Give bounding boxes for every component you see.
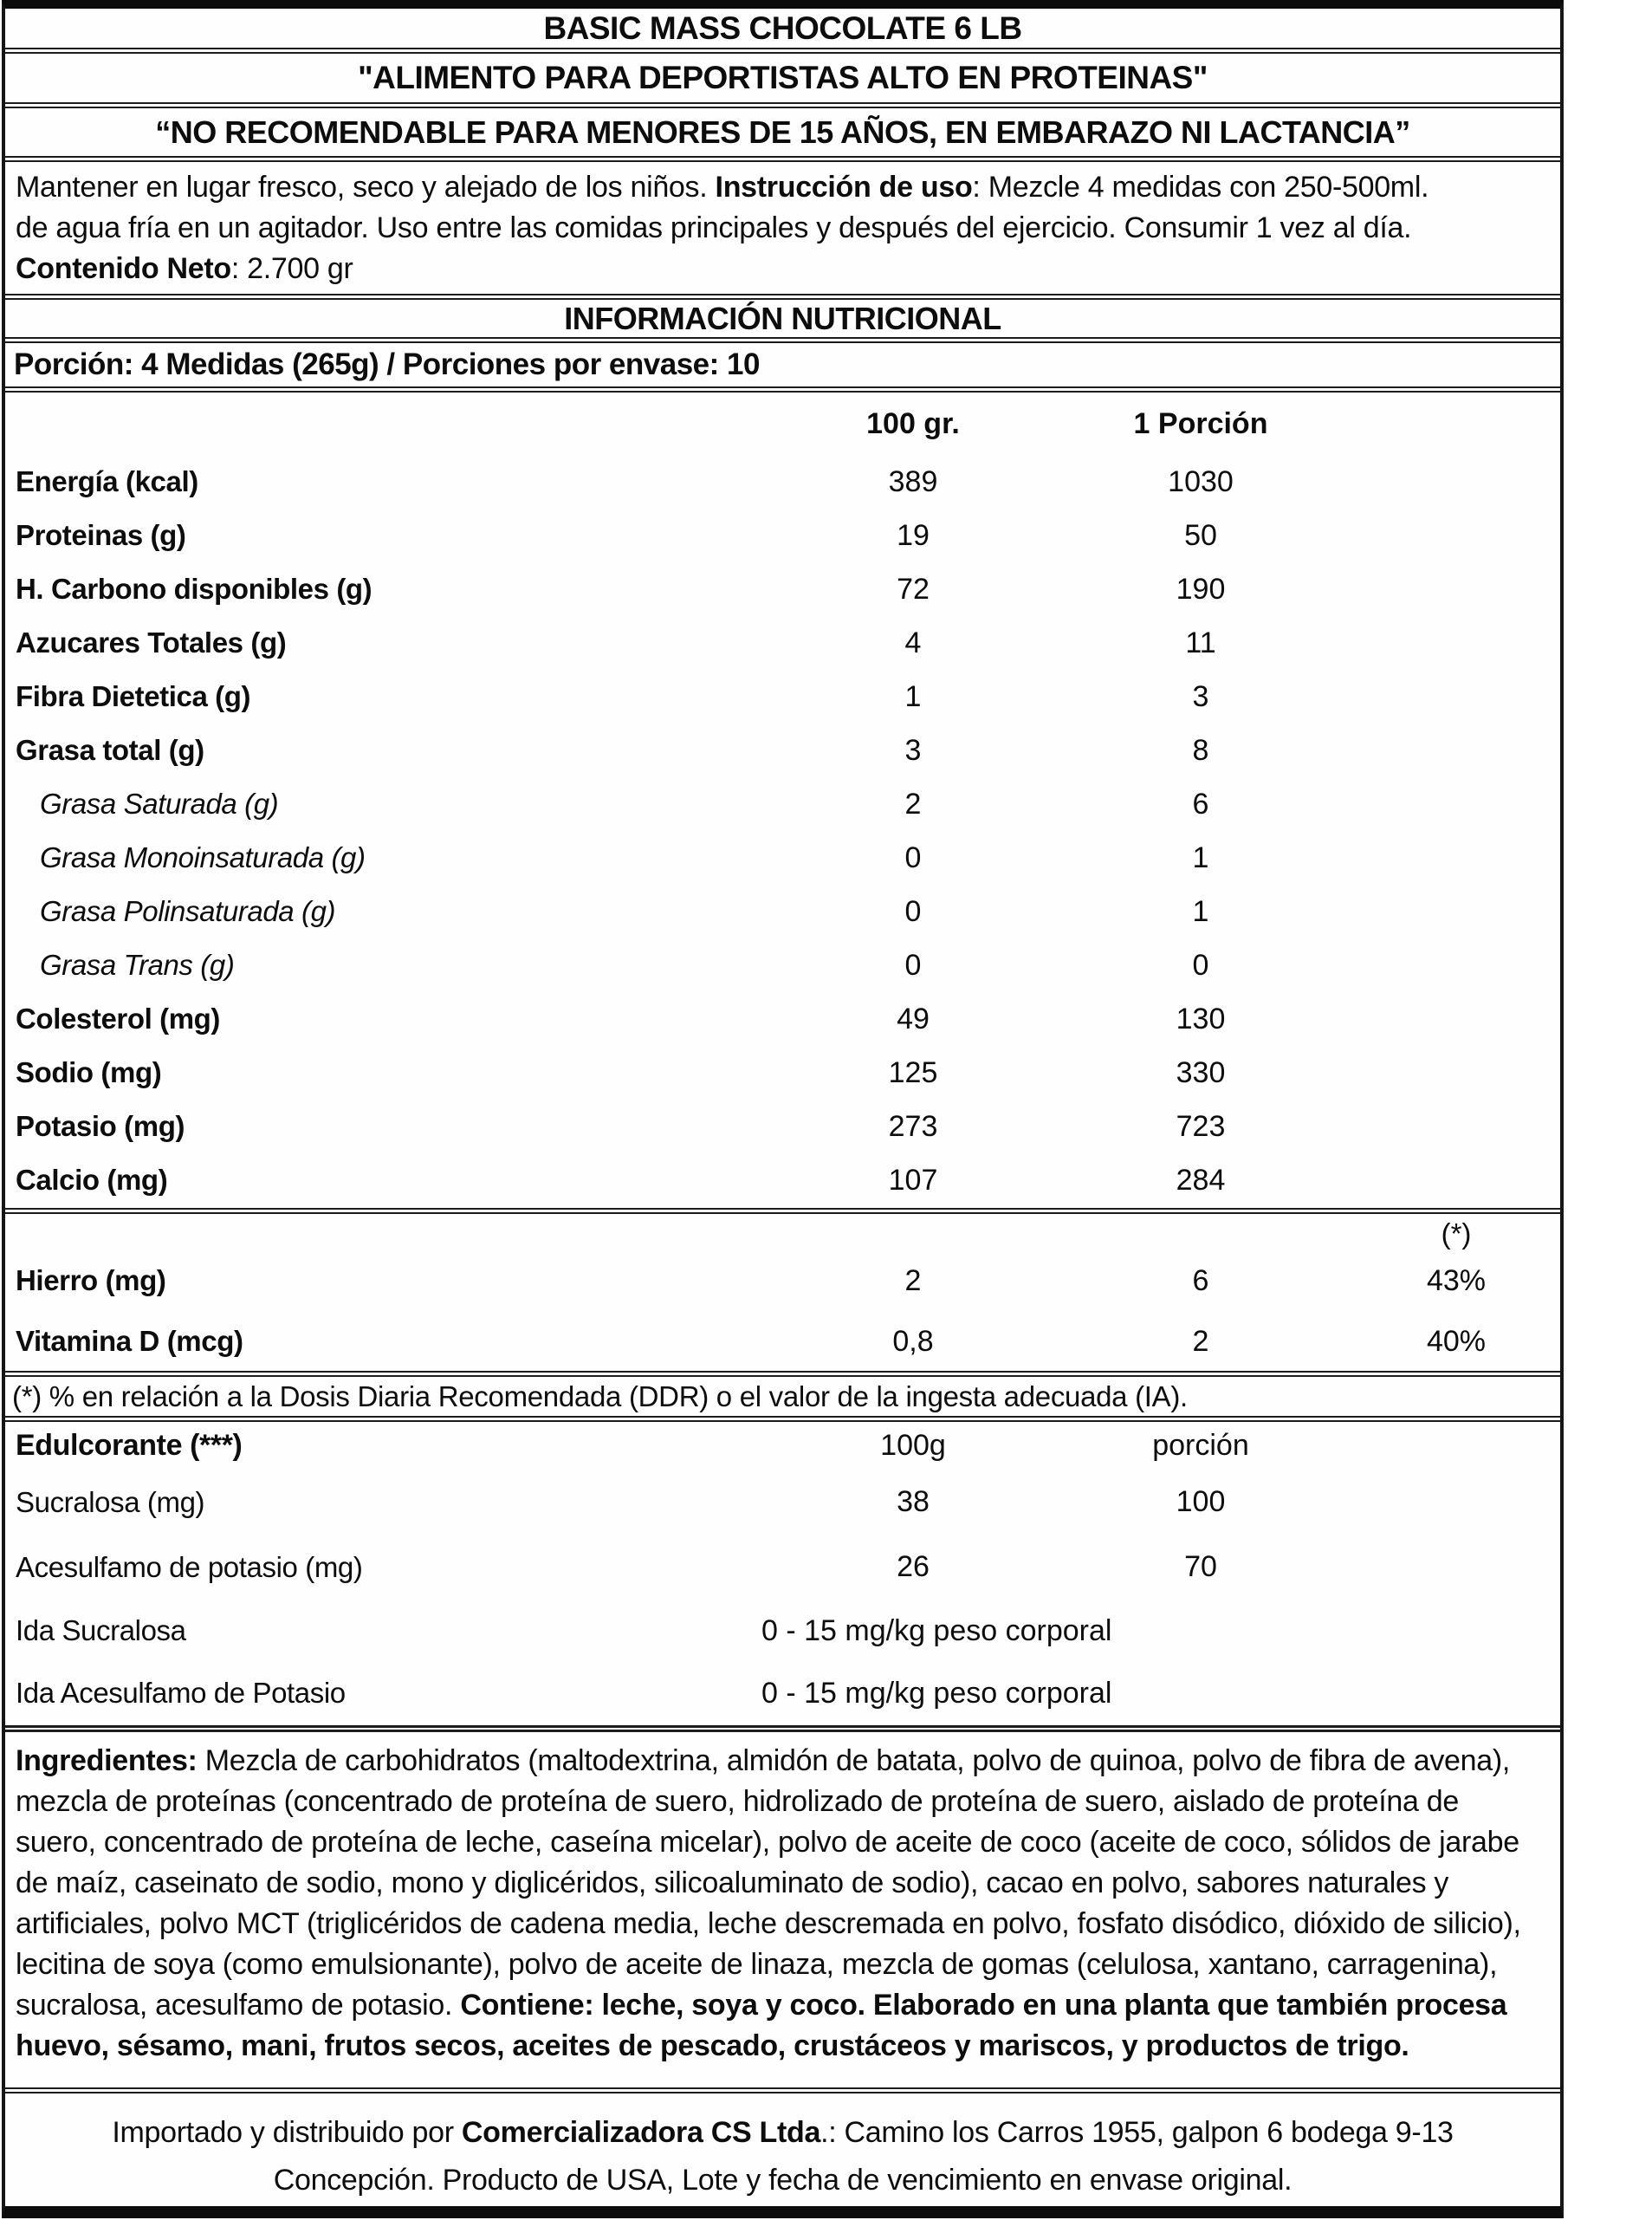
value-portion: 330 — [1176, 1055, 1226, 1089]
daily-value-marker-row — [5, 1214, 1560, 1250]
ida-row — [5, 1662, 1560, 1724]
daily-value-row — [5, 1311, 1560, 1372]
daily-value-rows — [5, 1250, 1560, 1372]
value-100g: 0,8 — [892, 1324, 934, 1358]
value-100g: 19 — [897, 518, 930, 552]
value-100g: 72 — [897, 572, 930, 606]
value-portion: 100 — [1176, 1485, 1226, 1518]
sweeteners-table — [5, 1422, 1560, 1732]
text-line — [5, 2157, 1560, 2204]
ida-label: Ida Acesulfamo de Potasio — [16, 1677, 346, 1709]
value-100g: 0 — [904, 841, 922, 874]
value-100g: 125 — [888, 1055, 938, 1089]
nutrient-row — [5, 616, 1560, 670]
value-100g: 0 — [904, 948, 922, 982]
product-warning-text: “NO RECOMENDABLE PARA MENORES DE 15 AÑOS, EN EMBARAZO NI LACTANCIA” — [155, 114, 1410, 150]
nutrient-row — [5, 831, 1560, 885]
value-portion: 6 — [1192, 1263, 1209, 1297]
product-claim-text: "ALIMENTO PARA DEPORTISTAS ALTO EN PROTEINAS" — [358, 60, 1208, 95]
text-line — [16, 249, 1548, 289]
text-segment: Contenido Neto — [16, 252, 231, 285]
text-segment: Instrucción de uso — [715, 171, 973, 204]
value-portion: 70 — [1184, 1550, 1217, 1583]
nutrition-rows — [5, 455, 1560, 1207]
value-100g: 273 — [888, 1109, 938, 1143]
nutrient-label: Energía (kcal) — [16, 465, 198, 497]
nutrient-row — [5, 1153, 1560, 1207]
nutrient-label: Fibra Dietetica (g) — [16, 680, 251, 712]
value-portion: 11 — [1185, 626, 1216, 659]
nutrient-label: Calcio (mg) — [16, 1164, 168, 1196]
nutrient-label: Sodio (mg) — [16, 1056, 162, 1088]
product-title-text: BASIC MASS CHOCOLATE 6 LB — [543, 10, 1022, 46]
distributor-info — [5, 2093, 1560, 2220]
nutrient-label: Colesterol (mg) — [16, 1003, 221, 1035]
daily-value-row — [5, 1250, 1560, 1311]
text-segment: Importado y distribuido por — [112, 2116, 462, 2149]
serving-info — [5, 343, 1560, 393]
value-portion: 130 — [1176, 1002, 1226, 1035]
ida-label: Ida Sucralosa — [16, 1614, 186, 1646]
nutrition-table — [5, 393, 1560, 1214]
sweetener-label: Acesulfamo de potasio (mg) — [16, 1550, 363, 1583]
sweetener-rows — [5, 1470, 1560, 1600]
value-100g: 26 — [897, 1550, 930, 1583]
value-portion: 2 — [1192, 1324, 1209, 1358]
nutrition-section-title — [5, 300, 1560, 343]
text-segment: .: Camino los Carros 1955, galpon 6 bodega 9-13 — [820, 2116, 1454, 2149]
nutrient-row — [5, 885, 1560, 938]
sweetener-row — [5, 1470, 1560, 1535]
value-100g: 1 — [904, 679, 922, 713]
ida-rows — [5, 1600, 1560, 1724]
value-portion: 1030 — [1168, 464, 1234, 498]
ida-value: 0 - 15 mg/kg peso corporal — [761, 1613, 1112, 1647]
value-portion: 1 — [1192, 894, 1209, 928]
value-percent-ddr: 43% — [1426, 1263, 1487, 1297]
daily-value-block — [5, 1214, 1560, 1377]
value-portion: 3 — [1192, 679, 1209, 713]
nutrient-label: Vitamina D (mcg) — [16, 1325, 243, 1357]
text-segment: de agua fría en un agitador. Uso entre las comidas principales y después del ejercicio. Consumir 1 vez al día. — [16, 211, 1412, 244]
value-portion: 723 — [1176, 1109, 1226, 1143]
sweeteners-header — [5, 1422, 1560, 1470]
value-portion: 50 — [1184, 518, 1217, 552]
nutrient-row — [5, 1046, 1560, 1100]
value-portion: 6 — [1192, 787, 1209, 821]
value-portion: 8 — [1192, 733, 1209, 767]
value-100g: 2 — [904, 1263, 922, 1297]
nutrient-row — [5, 777, 1560, 831]
nutrition-section-title-text: INFORMACIÓN NUTRICIONAL — [564, 300, 1001, 336]
nutrient-label: Potasio (mg) — [16, 1110, 185, 1142]
nutrient-label: Grasa Monoinsaturada (g) — [40, 841, 366, 873]
value-portion: 1 — [1192, 841, 1209, 874]
daily-value-footnote — [5, 1377, 1560, 1422]
value-100g: 49 — [897, 1002, 930, 1035]
text-line — [16, 167, 1548, 208]
value-100g: 389 — [888, 464, 938, 498]
value-100g: 107 — [888, 1163, 938, 1197]
daily-value-marker: (*) — [1441, 1217, 1472, 1250]
nutrient-label: Grasa Saturada (g) — [40, 788, 279, 820]
ida-value: 0 - 15 mg/kg peso corporal — [761, 1676, 1112, 1710]
ida-row — [5, 1600, 1560, 1662]
product-title — [5, 9, 1560, 54]
nutrient-row — [5, 509, 1560, 562]
text-segment: : Mezcle 4 medidas con 250-500ml. — [972, 171, 1429, 204]
sweeteners-column-100g: 100g — [880, 1429, 946, 1462]
serving-info-text: Porción: 4 Medidas (265g) / Porciones por envase: 10 — [14, 347, 760, 381]
nutrient-label: Hierro (mg) — [16, 1264, 166, 1296]
nutrient-label: Grasa Polinsaturada (g) — [40, 895, 336, 927]
nutrition-label — [2, 0, 1564, 2218]
value-100g: 3 — [904, 733, 922, 767]
column-header-100g: 100 gr. — [866, 406, 960, 440]
text-line — [5, 2109, 1560, 2157]
value-100g: 4 — [904, 626, 922, 659]
nutrient-row — [5, 562, 1560, 616]
nutrient-row — [5, 724, 1560, 777]
nutrient-label: H. Carbono disponibles (g) — [16, 573, 373, 605]
value-portion: 190 — [1176, 572, 1226, 606]
column-header-portion: 1 Porción — [1133, 406, 1268, 440]
nutrient-row — [5, 1100, 1560, 1153]
nutrient-row — [5, 455, 1560, 509]
text-segment: Concepción. Producto de USA, Lote y fecha de vencimiento en envase original. — [273, 2164, 1292, 2197]
sweeteners-column-portion: porción — [1152, 1429, 1249, 1462]
nutrient-label: Azucares Totales (g) — [16, 626, 287, 659]
sweetener-label: Sucralosa (mg) — [16, 1485, 205, 1518]
text-segment: Mezcla de carbohidratos (maltodextrina, almidón de batata, polvo de quinoa, polvo de fibra de avena), mezcla de proteínas (concentrado de proteína de suero, hidrolizado de proteína de suero, aislado de proteína de suero, concentrado de proteína de leche, caseína micelar), polvo de aceite de coco (aceite de coco, sólidos de jarabe de maíz, caseinato de sodio, mono y diglicéridos, silicoaluminato de sodio), cacao en polvo, sabores naturales y artificiales, polvo MCT (triglicéridos de cadena media, leche descremada en polvo, fosfato disódico, dióxido de silicio), lecitina de soya (como emulsionante), polvo de aceite de linaza, mezcla de gomas (celulosa, xantano, carragenina), sucralosa, acesulfamo de potasio. — [16, 1744, 1521, 2022]
usage-instructions — [5, 162, 1560, 300]
nutrient-label: Proteinas (g) — [16, 519, 186, 551]
nutrient-label: Grasa total (g) — [16, 734, 204, 766]
value-100g: 0 — [904, 894, 922, 928]
product-warning — [5, 108, 1560, 162]
nutrient-row — [5, 670, 1560, 724]
daily-value-footnote-text: (*) % en relación a la Dosis Diaria Recomendada (DDR) o el valor de la ingesta adecuada (IA). — [12, 1379, 1188, 1412]
value-portion: 284 — [1176, 1163, 1226, 1197]
value-percent-ddr: 40% — [1426, 1324, 1487, 1358]
text-segment: Ingredientes: — [16, 1744, 198, 1777]
text-segment: : 2.700 gr — [230, 252, 353, 285]
sweeteners-header-label: Edulcorante (***) — [16, 1429, 243, 1462]
text-segment: Comercializadora CS Ltda — [461, 2116, 821, 2149]
nutrient-label: Grasa Trans (g) — [40, 949, 235, 981]
value-portion: 0 — [1192, 948, 1209, 982]
value-100g: 2 — [904, 787, 922, 821]
text-segment: Mantener en lugar fresco, seco y alejado de los niños. — [16, 171, 716, 204]
value-100g: 38 — [897, 1485, 930, 1518]
nutrient-row — [5, 938, 1560, 992]
ingredients-paragraph — [5, 1732, 1560, 2093]
sweetener-row — [5, 1535, 1560, 1600]
text-segment: Contiene: leche, soya y coco. Elaborado en una planta que también procesa huevo, sésamo, mani, frutos secos, aceites de pescado, crustáceos y mariscos, y productos de trigo. — [16, 1989, 1507, 2062]
product-claim — [5, 54, 1560, 108]
text-line — [16, 208, 1548, 249]
nutrition-table-header — [5, 393, 1560, 455]
nutrient-row — [5, 992, 1560, 1046]
